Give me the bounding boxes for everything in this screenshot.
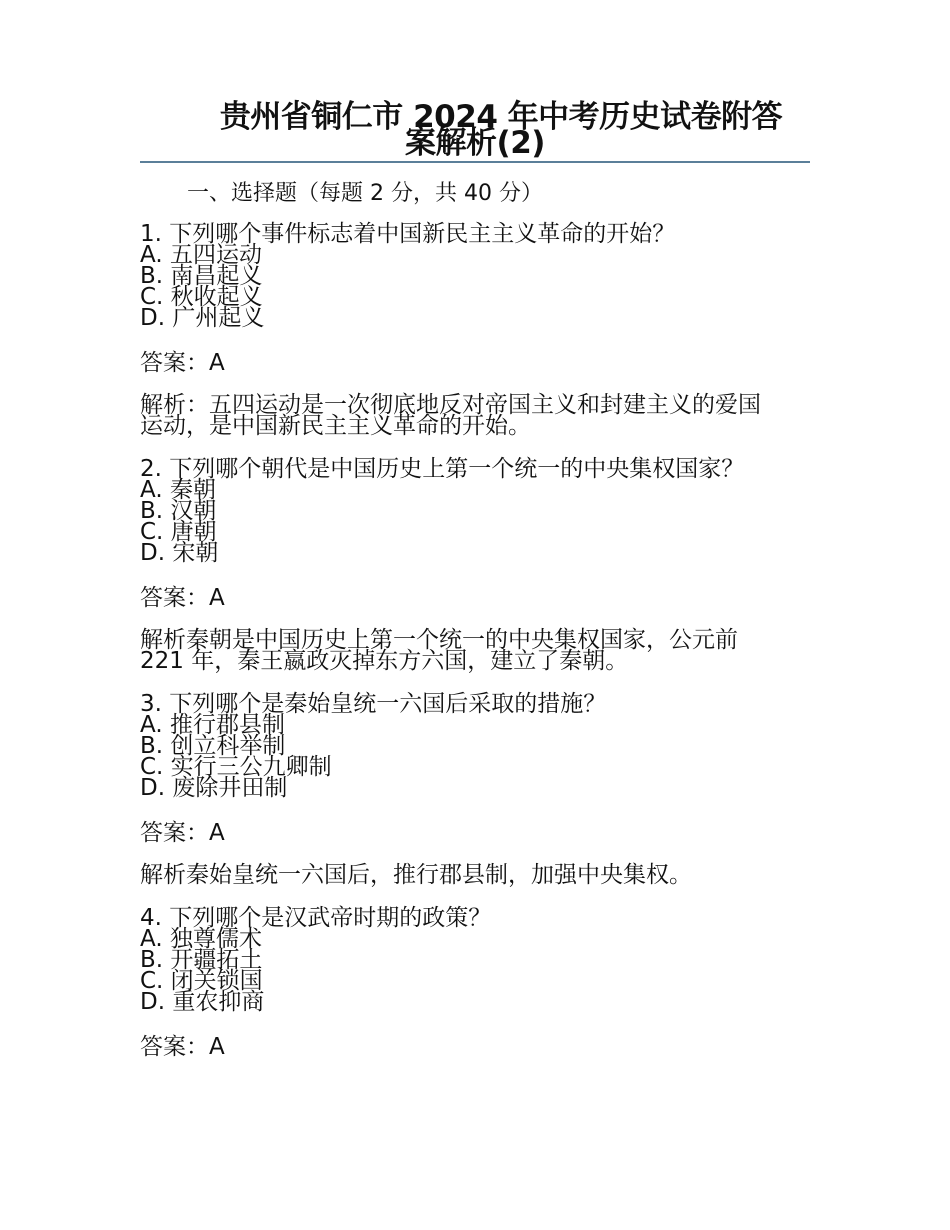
option-c: C. 唐朝 — [140, 519, 217, 545]
question-stem: 4. 下列哪个是汉武帝时期的政策？ — [140, 905, 492, 931]
question-1 — [140, 221, 820, 439]
analysis-line: 解析：五四运动是一次彻底地反对帝国主义和封建主义的爱国 — [140, 392, 761, 418]
title-divider — [140, 161, 810, 163]
option-a: A. 推行郡县制 — [140, 712, 285, 738]
analysis — [140, 392, 820, 439]
analysis-line: 221 年，秦王嬴政灭掉东方六国，建立了秦朝。 — [140, 648, 629, 674]
question-stem: 1. 下列哪个事件标志着中国新民主主义革命的开始？ — [140, 221, 676, 247]
answer: 答案：A — [140, 585, 225, 611]
option-b: B. 汉朝 — [140, 498, 217, 524]
option-a: A. 独尊儒术 — [140, 926, 262, 952]
answer: 答案：A — [140, 820, 225, 846]
option-c: C. 秋收起义 — [140, 284, 263, 310]
title-line-2: 案解析(2) — [405, 125, 545, 161]
answer: 答案：A — [140, 350, 225, 376]
title-line-1: 贵州省铜仁市 2024 年中考历史试卷附答 — [219, 99, 783, 135]
analysis — [140, 862, 820, 888]
question-stem: 3. 下列哪个是秦始皇统一六国后采取的措施？ — [140, 691, 607, 717]
option-a: A. 秦朝 — [140, 477, 216, 503]
analysis — [140, 627, 820, 674]
analysis-line: 解析秦朝是中国历史上第一个统一的中央集权国家，公元前 — [140, 627, 738, 653]
option-list — [140, 712, 820, 801]
option-d: D. 宋朝 — [140, 540, 219, 566]
option-b: B. 南昌起义 — [140, 263, 263, 289]
option-b: B. 创立科举制 — [140, 733, 286, 759]
option-c: C. 闭关锁国 — [140, 968, 263, 994]
analysis-line: 解析秦始皇统一六国后，推行郡县制，加强中央集权。 — [140, 862, 692, 888]
question-stem: 2. 下列哪个朝代是中国历史上第一个统一的中央集权国家？ — [140, 456, 745, 482]
option-list — [140, 477, 820, 566]
answer: 答案：A — [140, 1034, 225, 1060]
option-b: B. 开疆拓土 — [140, 947, 263, 973]
question-2 — [140, 456, 820, 674]
option-c: C. 实行三公九卿制 — [140, 754, 332, 780]
analysis-line: 运动，是中国新民主主义革命的开始。 — [140, 413, 531, 439]
option-list — [140, 242, 820, 331]
question-4 — [140, 905, 820, 1061]
option-d: D. 重农抑商 — [140, 989, 265, 1015]
section-heading: 一、选择题（每题 2 分，共 40 分） — [187, 181, 543, 206]
option-list — [140, 926, 820, 1015]
question-3 — [140, 691, 820, 888]
option-d: D. 废除井田制 — [140, 775, 288, 801]
document-title — [140, 99, 810, 161]
question-list — [140, 221, 820, 1083]
option-a: A. 五四运动 — [140, 242, 262, 268]
option-d: D. 广州起义 — [140, 305, 265, 331]
